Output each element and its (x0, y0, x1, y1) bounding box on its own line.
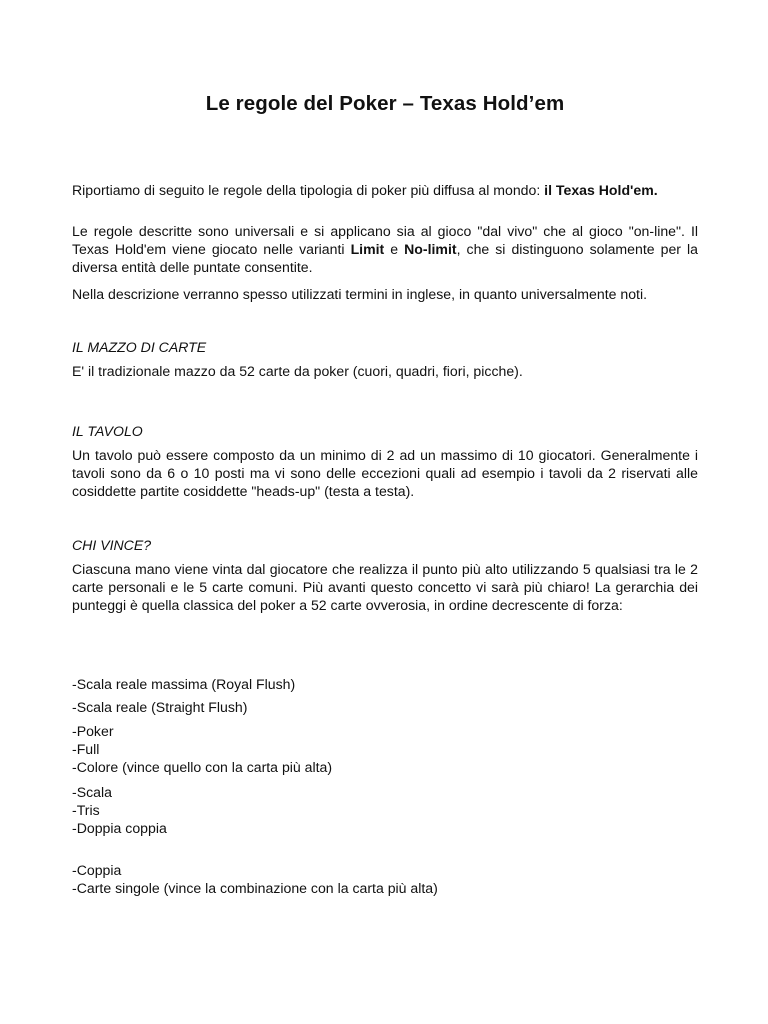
list-item: -Full (72, 741, 100, 757)
list-item: -Scala reale massima (Royal Flush) (72, 676, 296, 692)
list-item: -Doppia coppia (72, 820, 167, 836)
list-item: -Scala (72, 784, 112, 800)
list-item: -Coppia (72, 862, 122, 878)
section-body-tavolo: Un tavolo può essere composto da un minimo di 2 ad un massimo di 10 giocatori. Generalmente i tavoli sono da 6 o 10 posti ma vi sono delle eccezioni quali ad esempio i tavoli da 2 riservati alle cosiddette partite cosiddette "heads-up" (testa a testa). (72, 447, 698, 499)
section-body-vince: Ciascuna mano viene vinta dal giocatore che realizza il punto più alto utilizzando 5 qualsiasi tra le 2 carte personali e le 5 carte comuni. Più avanti questo concetto vi sarà più chiaro! La gerarchia dei punteggi è quella classica del poker a 52 carte ovverosia, in ordine decrescente di forza: (72, 561, 698, 613)
intro-p2-text-b: e (384, 241, 405, 257)
section-body-mazzo: E' il tradizionale mazzo da 52 carte da poker (cuori, quadri, fiori, picche). (72, 363, 523, 379)
intro-p2-text-c: , che si distinguono solamente per la diversa entità delle puntate consentite. (72, 241, 698, 275)
intro-p2-bold-limit: Limit (350, 241, 385, 257)
section-heading-mazzo: IL MAZZO DI CARTE (72, 339, 207, 355)
intro-paragraph-1 (72, 181, 698, 199)
intro-paragraph-3: Nella descrizione verranno spesso utilizzati termini in inglese, in quanto universalmente noti. (72, 286, 648, 302)
section-heading-tavolo: IL TAVOLO (72, 423, 143, 439)
list-item: -Tris (72, 802, 100, 818)
list-item: -Scala reale (Straight Flush) (72, 699, 248, 715)
intro-p1-text: Riportiamo di seguito le regole della tipologia di poker più diffusa al mondo: (72, 182, 545, 198)
intro-p2-text-a: Le regole descritte sono universali e si applicano sia al gioco "dal vivo" che al gioco "on-line". Il Texas Hold'em viene giocato nelle varianti (72, 223, 698, 257)
intro-p1-bold: il Texas Hold'em. (544, 182, 658, 198)
document-page (72, 0, 698, 1024)
document-title: Le regole del Poker – Texas Hold’em (205, 92, 565, 115)
intro-p2-bold-nolimit: No-limit (404, 241, 457, 257)
list-item: -Poker (72, 723, 114, 739)
intro-paragraph-2 (72, 222, 698, 276)
list-item: -Carte singole (vince la combinazione con la carta più alta) (72, 880, 438, 896)
section-heading-vince: CHI VINCE? (72, 537, 152, 553)
list-item: -Colore (vince quello con la carta più alta) (72, 759, 333, 775)
